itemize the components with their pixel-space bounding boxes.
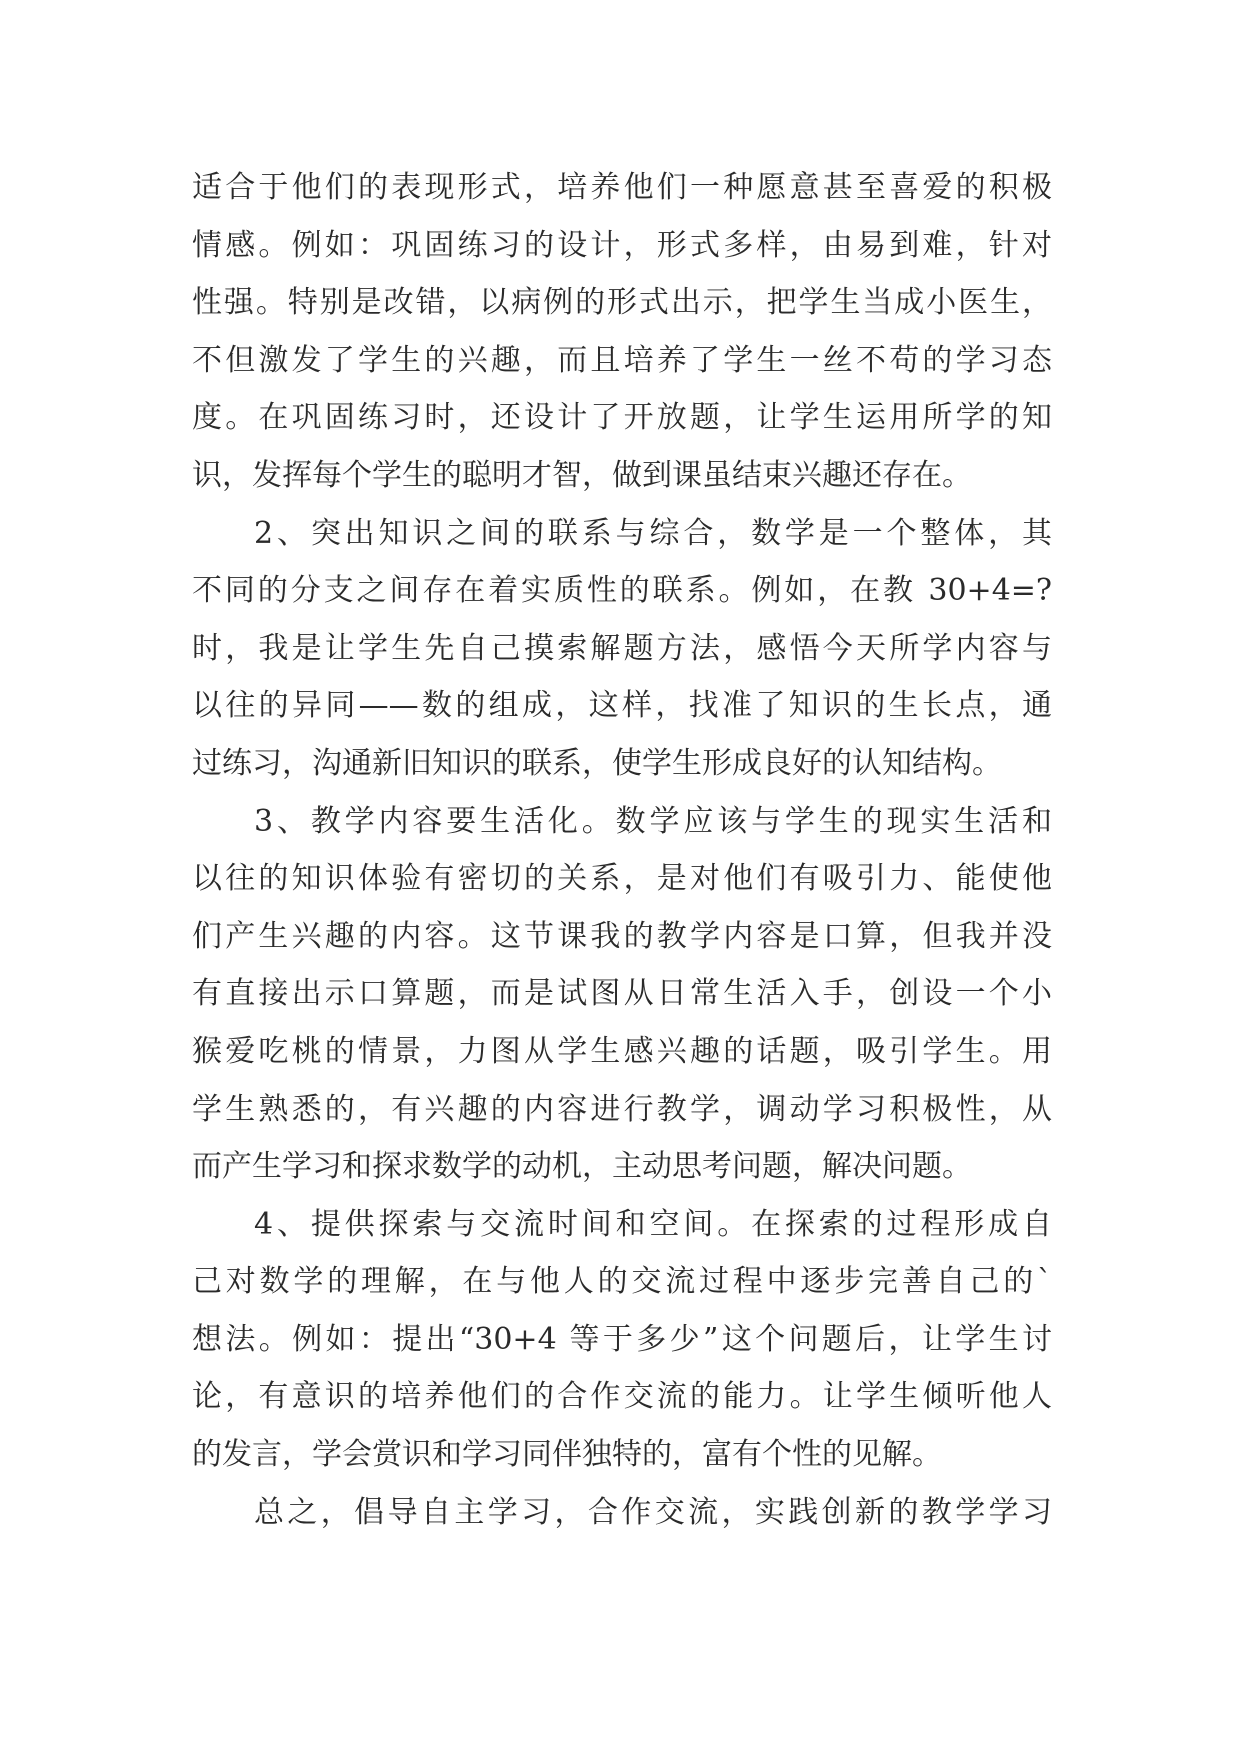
text-line: 而产生学习和探求数学的动机，主动思考问题，解决问题。	[192, 1149, 972, 1185]
text-line: 论，有意识的培养他们的合作交流的能力。让学生倾听他人	[192, 1379, 1052, 1415]
text-line: 适合于他们的表现形式，培养他们一种愿意甚至喜爱的积极	[192, 170, 1052, 205]
paragraph-first-line: 4、提供探索与交流时间和空间。在探索的过程形成自	[254, 1206, 1052, 1242]
text-line: 时，我是让学生先自己摸索解题方法，感悟今天所学内容与	[192, 630, 1052, 666]
text-line: 的发言，学会赏识和学习同伴独特的，富有个性的见解。	[192, 1437, 942, 1473]
text-line: 己对数学的理解，在与他人的交流过程中逐步完善自己的`	[192, 1264, 1052, 1300]
text-line: 们产生兴趣的内容。这节课我的教学内容是口算，但我并没	[192, 918, 1052, 954]
text-line: 度。在巩固练习时，还设计了开放题，让学生运用所学的知	[192, 400, 1052, 436]
text-line: 识，发挥每个学生的聪明才智，做到课虽结束兴趣还存在。	[192, 457, 972, 493]
body-text	[192, 159, 1052, 1541]
text-line: 不同的分支之间存在着实质性的联系。例如，在教 30+4=?	[192, 573, 1052, 609]
text-line: 性强。特别是改错，以病例的形式出示，把学生当成小医生，	[192, 285, 1052, 321]
text-line: 以往的知识体验有密切的关系，是对他们有吸引力、能使他	[192, 861, 1052, 897]
paragraph-first-line: 3、教学内容要生活化。数学应该与学生的现实生活和	[254, 803, 1052, 839]
text-line: 不但激发了学生的兴趣，而且培养了学生一丝不苟的学习态	[192, 342, 1052, 378]
text-line: 猴爱吃桃的情景，力图从学生感兴趣的话题，吸引学生。用	[192, 1033, 1052, 1069]
text-line: 情感。例如：巩固练习的设计，形式多样，由易到难，针对	[192, 227, 1052, 263]
paragraph-first-line: 2、突出知识之间的联系与综合，数学是一个整体，其	[254, 515, 1052, 551]
text-line: 想法。例如：提出“30+4 等于多少”这个问题后，让学生讨	[192, 1321, 1052, 1357]
text-line: 过练习，沟通新旧知识的联系，使学生形成良好的认知结构。	[192, 745, 1002, 781]
text-line: 以往的异同——数的组成，这样，找准了知识的生长点，通	[192, 688, 1052, 724]
text-line: 有直接出示口算题，而是试图从日常生活入手，创设一个小	[192, 976, 1052, 1012]
paragraph-first-line: 总之，倡导自主学习，合作交流，实践创新的教学学习	[254, 1494, 1052, 1530]
text-line: 学生熟悉的，有兴趣的内容进行教学，调动学习积极性，从	[192, 1091, 1052, 1127]
